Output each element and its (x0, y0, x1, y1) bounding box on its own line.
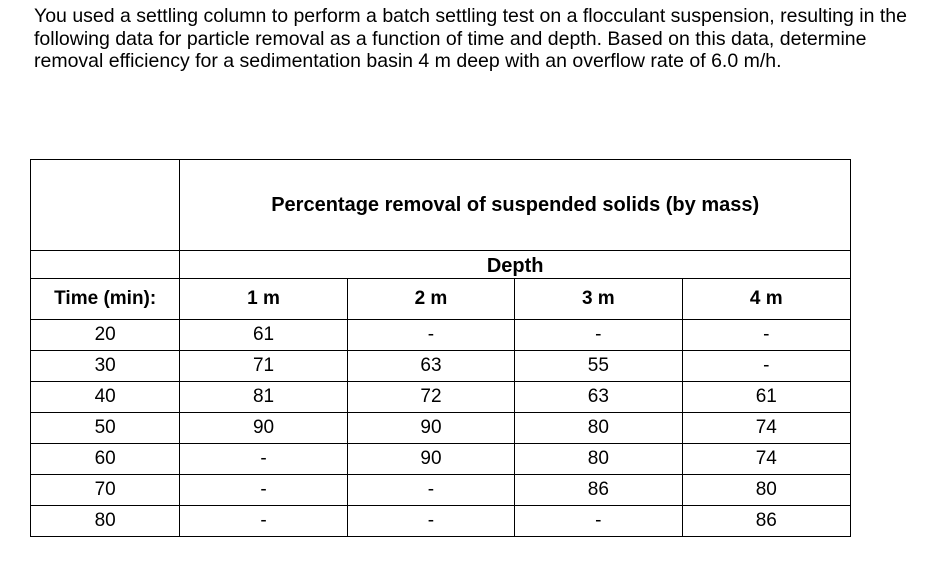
depth-label-text: Depth (486, 255, 544, 277)
value-cell: 61 (180, 320, 347, 351)
table-title-row (31, 160, 851, 251)
value-cell: - (515, 320, 682, 351)
value-cell: - (347, 475, 514, 506)
time-cell: 60 (31, 444, 180, 475)
table-corner-cell-depth (31, 251, 180, 279)
table-row (31, 413, 851, 444)
time-cell: 50 (31, 413, 180, 444)
table-row (31, 351, 851, 382)
depth-header-1m: 1 m (180, 279, 347, 320)
value-cell: 80 (682, 475, 850, 506)
value-cell: - (682, 351, 850, 382)
time-cell: 70 (31, 475, 180, 506)
table-row (31, 506, 851, 537)
table-row (31, 444, 851, 475)
time-header: Time (min): (31, 279, 180, 320)
value-cell: 90 (180, 413, 347, 444)
time-cell: 30 (31, 351, 180, 382)
value-cell: 90 (347, 413, 514, 444)
table-corner-cell (31, 160, 180, 251)
time-cell: 80 (31, 506, 180, 537)
depth-header-2m: 2 m (347, 279, 514, 320)
value-cell: 86 (682, 506, 850, 537)
depth-label (180, 251, 851, 279)
value-cell: 90 (347, 444, 514, 475)
time-cell: 20 (31, 320, 180, 351)
value-cell: 81 (180, 382, 347, 413)
table-row (31, 475, 851, 506)
header-row (31, 279, 851, 320)
table-title: Percentage removal of suspended solids (by mass) (180, 160, 851, 251)
value-cell: 63 (515, 382, 682, 413)
value-cell: 71 (180, 351, 347, 382)
value-cell: 55 (515, 351, 682, 382)
value-cell: - (180, 475, 347, 506)
depth-header-3m: 3 m (515, 279, 682, 320)
value-cell: 80 (515, 444, 682, 475)
value-cell: - (515, 506, 682, 537)
table-row (31, 382, 851, 413)
table-row (31, 320, 851, 351)
value-cell: 86 (515, 475, 682, 506)
value-cell: 72 (347, 382, 514, 413)
value-cell: 74 (682, 444, 850, 475)
value-cell: - (682, 320, 850, 351)
value-cell: - (180, 506, 347, 537)
value-cell: 74 (682, 413, 850, 444)
settling-data-table (30, 159, 851, 537)
value-cell: 61 (682, 382, 850, 413)
time-cell: 40 (31, 382, 180, 413)
value-cell: - (180, 444, 347, 475)
problem-statement: You used a settling column to perform a batch settling test on a flocculant suspension, resulting in the following data for particle removal as a function of time and depth. Based on this data, determine removal efficiency for a sedimentation basin 4 m deep with an overflow rate of 6.0 m/h. (34, 5, 907, 72)
value-cell: - (347, 506, 514, 537)
value-cell: - (347, 320, 514, 351)
depth-header-4m: 4 m (682, 279, 850, 320)
depth-label-row (31, 251, 851, 279)
value-cell: 63 (347, 351, 514, 382)
value-cell: 80 (515, 413, 682, 444)
